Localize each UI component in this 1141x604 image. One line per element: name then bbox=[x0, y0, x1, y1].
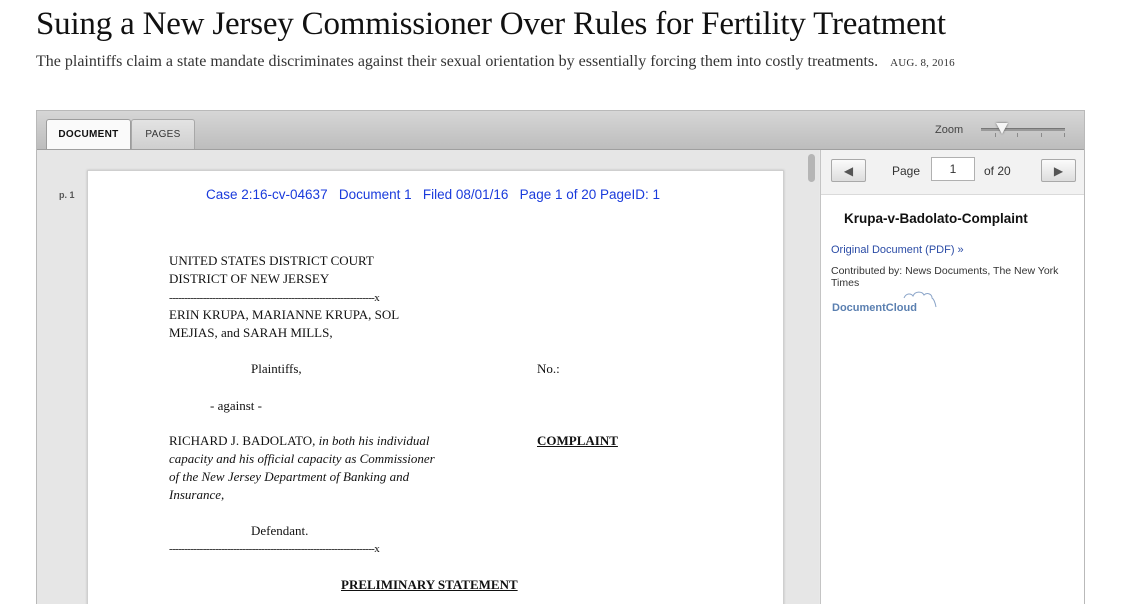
logo-text: DocumentCloud bbox=[832, 302, 917, 314]
defendant-caption-3: of the New Jersey Department of Banking and bbox=[169, 469, 410, 484]
plaintiffs-label: Plaintiffs, bbox=[251, 361, 302, 376]
against-label: - against - bbox=[210, 398, 262, 413]
zoom-label: Zoom bbox=[935, 124, 964, 136]
court-district: DISTRICT OF NEW JERSEY bbox=[169, 271, 330, 286]
zoom-slider-track[interactable] bbox=[981, 128, 1065, 131]
plaintiffs-names-1: ERIN KRUPA, MARIANNE KRUPA, SOL bbox=[169, 307, 400, 322]
article-date: AUG. 8, 2016 bbox=[890, 57, 955, 69]
page-marker: p. 1 bbox=[59, 190, 75, 200]
summary-text: The plaintiffs claim a state mandate discriminates against their sexual orientation by essentially forcing them into costly treatments. bbox=[36, 53, 879, 70]
slider-thumb-icon[interactable] bbox=[996, 123, 1008, 134]
complaint-title: COMPLAINT bbox=[537, 433, 618, 448]
caption-divider: -------------------------------------------------------------------x bbox=[169, 292, 380, 304]
document-viewer bbox=[36, 110, 1085, 604]
document-scrollbar[interactable] bbox=[808, 152, 815, 602]
defendant-caption-1 bbox=[169, 432, 430, 450]
article-headline: Suing a New Jersey Commissioner Over Rules for Fertility Treatment bbox=[36, 6, 946, 42]
cloud-icon bbox=[902, 290, 938, 312]
document-title: Krupa-v-Badolato-Complaint bbox=[844, 211, 1028, 226]
document-pane bbox=[37, 150, 819, 604]
contributed-by: Contributed by: News Documents, The New York Times bbox=[831, 265, 1059, 289]
defendant-caption-2: capacity and his official capacity as Commissioner bbox=[169, 451, 435, 466]
original-document-link[interactable]: Original Document (PDF) » bbox=[831, 244, 964, 256]
triangle-right-icon: ▶ bbox=[1053, 163, 1064, 178]
preliminary-statement-heading: PRELIMINARY STATEMENT bbox=[341, 577, 518, 592]
previous-page-button[interactable] bbox=[831, 159, 866, 182]
defendant-caption-4: Insurance, bbox=[169, 487, 225, 502]
scrollbar-thumb[interactable] bbox=[808, 154, 815, 182]
document-page bbox=[87, 170, 784, 604]
court-name: UNITED STATES DISTRICT COURT bbox=[169, 253, 374, 268]
defendant-label: Defendant. bbox=[251, 523, 309, 538]
caption-divider: -------------------------------------------------------------------x bbox=[169, 543, 380, 555]
page-number-input[interactable] bbox=[931, 157, 975, 181]
zoom-tick bbox=[1064, 133, 1065, 137]
plaintiffs-names-2: MEJIAS, and SARAH MILLS, bbox=[169, 325, 333, 340]
defendant-capacity: in both his individual bbox=[315, 433, 430, 448]
tab-pages[interactable]: PAGES bbox=[131, 119, 195, 149]
article-summary bbox=[36, 53, 955, 71]
page-navigator bbox=[821, 150, 1085, 195]
case-header: Case 2:16-cv-04637 Document 1 Filed 08/01/16 Page 1 of 20 PageID: 1 bbox=[206, 187, 661, 202]
zoom-tick bbox=[1041, 133, 1042, 137]
triangle-left-icon: ◀ bbox=[843, 163, 854, 178]
zoom-tick bbox=[1017, 133, 1018, 137]
viewer-toolbar bbox=[37, 111, 1084, 150]
page-total: of 20 bbox=[984, 164, 1011, 178]
document-sidebar bbox=[820, 150, 1085, 604]
page-label: Page bbox=[892, 164, 921, 178]
case-number-label: No.: bbox=[537, 361, 560, 376]
defendant-name: RICHARD J. BADOLATO, bbox=[169, 433, 316, 448]
tab-document[interactable]: DOCUMENT bbox=[46, 119, 131, 149]
documentcloud-logo[interactable] bbox=[832, 302, 917, 314]
next-page-button[interactable] bbox=[1041, 159, 1076, 182]
